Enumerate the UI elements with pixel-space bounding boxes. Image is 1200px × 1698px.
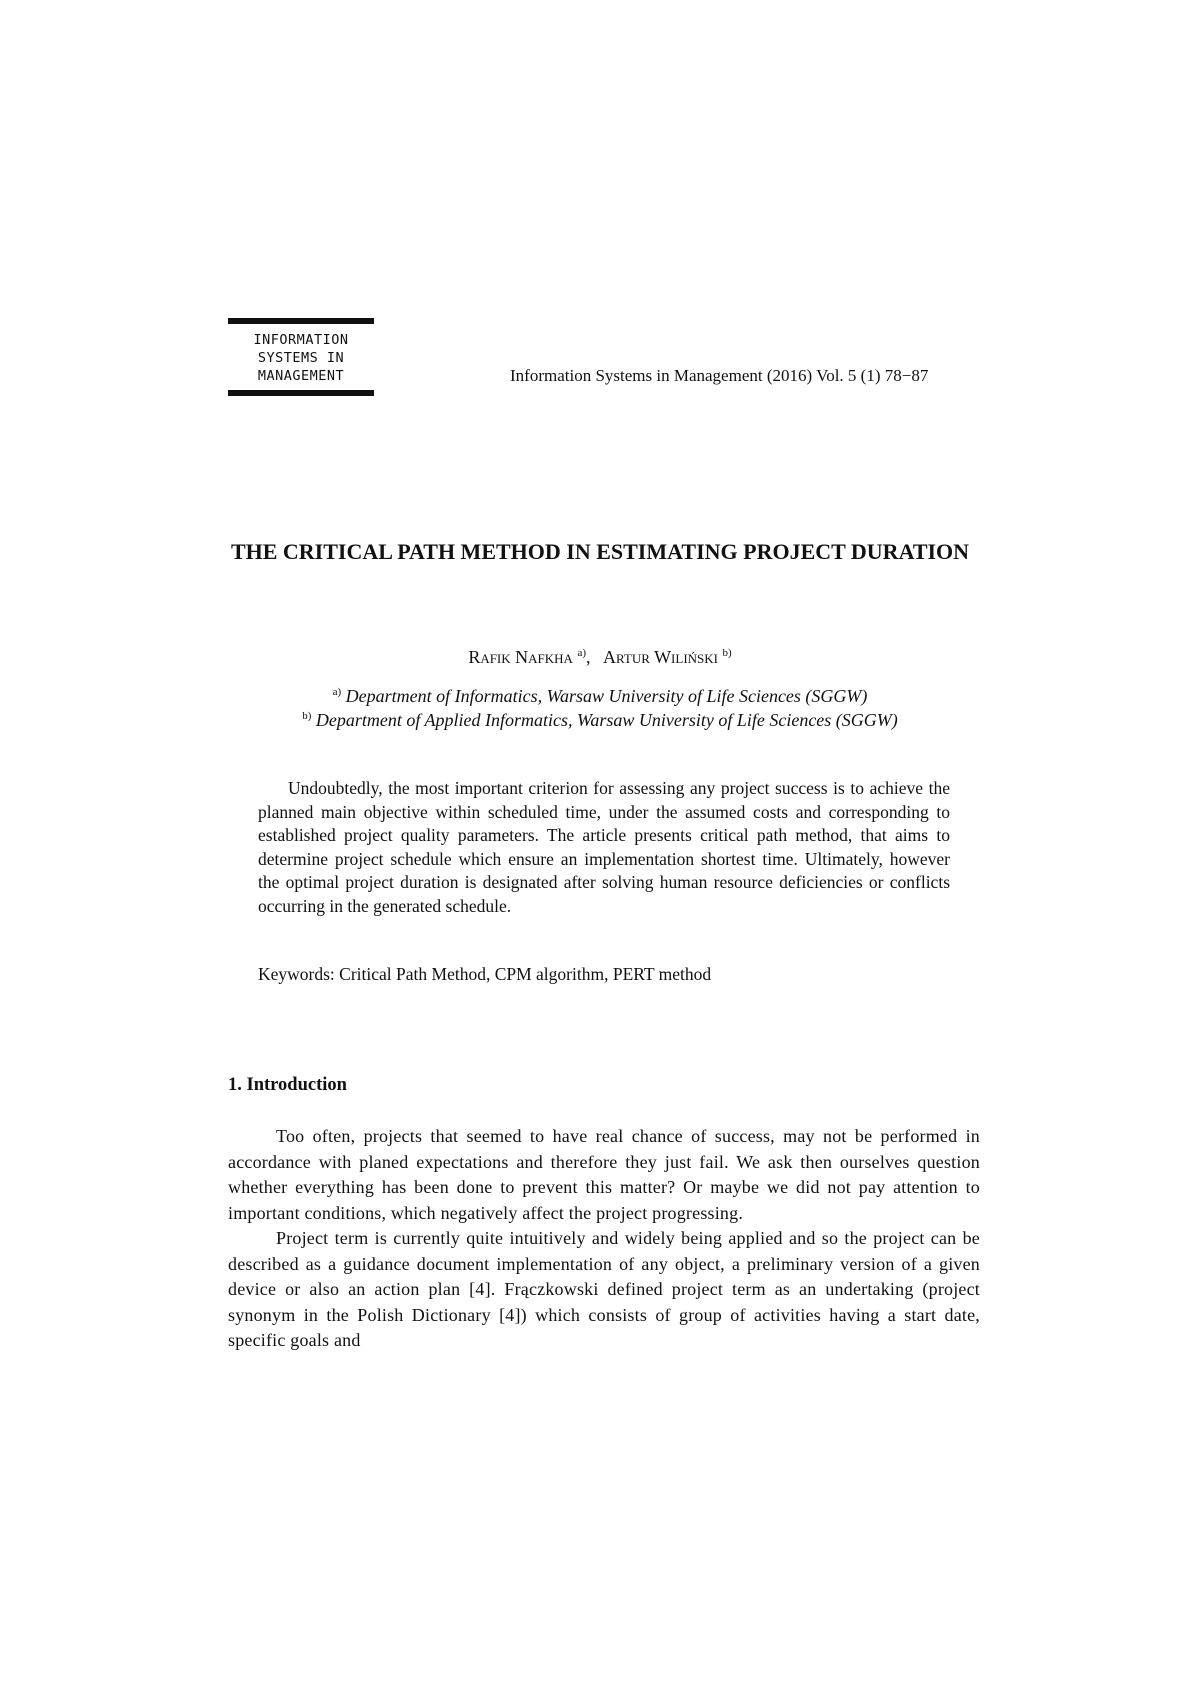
affiliation-a-mark: a) xyxy=(332,686,342,698)
affiliation-a-text: Department of Informatics, Warsaw University of Life Sciences (SGGW) xyxy=(345,686,868,706)
affiliation-b-mark: b) xyxy=(302,710,312,722)
affiliation-b xyxy=(220,705,980,731)
journal-logo xyxy=(228,318,374,396)
body-paragraph-2: Project term is currently quite intuitively and widely being applied and so the project can be described as a guidance document implementation of any object, a preliminary version of a given device or also an action plan [4]. Frączkowski defined project term as an undertaking (project synonym in the Polish Dictionary [4]) which consists of group of activities having a start date, specific goals and xyxy=(228,1228,980,1350)
author-1-mark: a) xyxy=(577,647,586,659)
section-heading: 1. Introduction xyxy=(228,1075,347,1095)
logo-line-2: SYSTEMS IN xyxy=(257,350,345,366)
author-separator: , xyxy=(585,647,591,667)
author-line xyxy=(220,642,980,668)
author-2-mark: b) xyxy=(722,647,732,659)
affiliation-a xyxy=(220,681,980,707)
keywords: Keywords: Critical Path Method, CPM algorithm, PERT method xyxy=(258,964,712,984)
logo-line-3: MANAGEMENT xyxy=(257,368,345,384)
journal-reference: Information Systems in Management (2016) Vol. 5 (1) 78−87 xyxy=(510,366,929,385)
section-body xyxy=(228,1124,980,1354)
affiliation-b-text: Department of Applied Informatics, Warsaw University of Life Sciences (SGGW) xyxy=(315,710,898,730)
author-2-name: Artur Wiliński xyxy=(603,647,718,667)
body-paragraph-1: Too often, projects that seemed to have real chance of success, may not be performed in accordance with planed expectations and therefore they just fail. We ask then ourselves question whether everything has been done to prevent this matter? Or maybe we did not pay attention to important conditions, which negatively affect the project progressing. xyxy=(228,1126,980,1223)
abstract: Undoubtedly, the most important criterion for assessing any project success is to achieve the planned main objective within scheduled time, under the assumed costs and corresponding to established project quality parameters. The article presents critical path method, that aims to determine project schedule which ensure an implementation shortest time. Ultimately, however the optimal project duration is designated after solving human resource deficiencies or conflicts occurring in the generated schedule. xyxy=(258,778,950,916)
logo-line-1: INFORMATION xyxy=(253,332,349,348)
author-1-name: Rafik Nafkha xyxy=(468,647,573,667)
paper-title: THE CRITICAL PATH METHOD IN ESTIMATING PROJECT DURATION xyxy=(230,539,970,564)
